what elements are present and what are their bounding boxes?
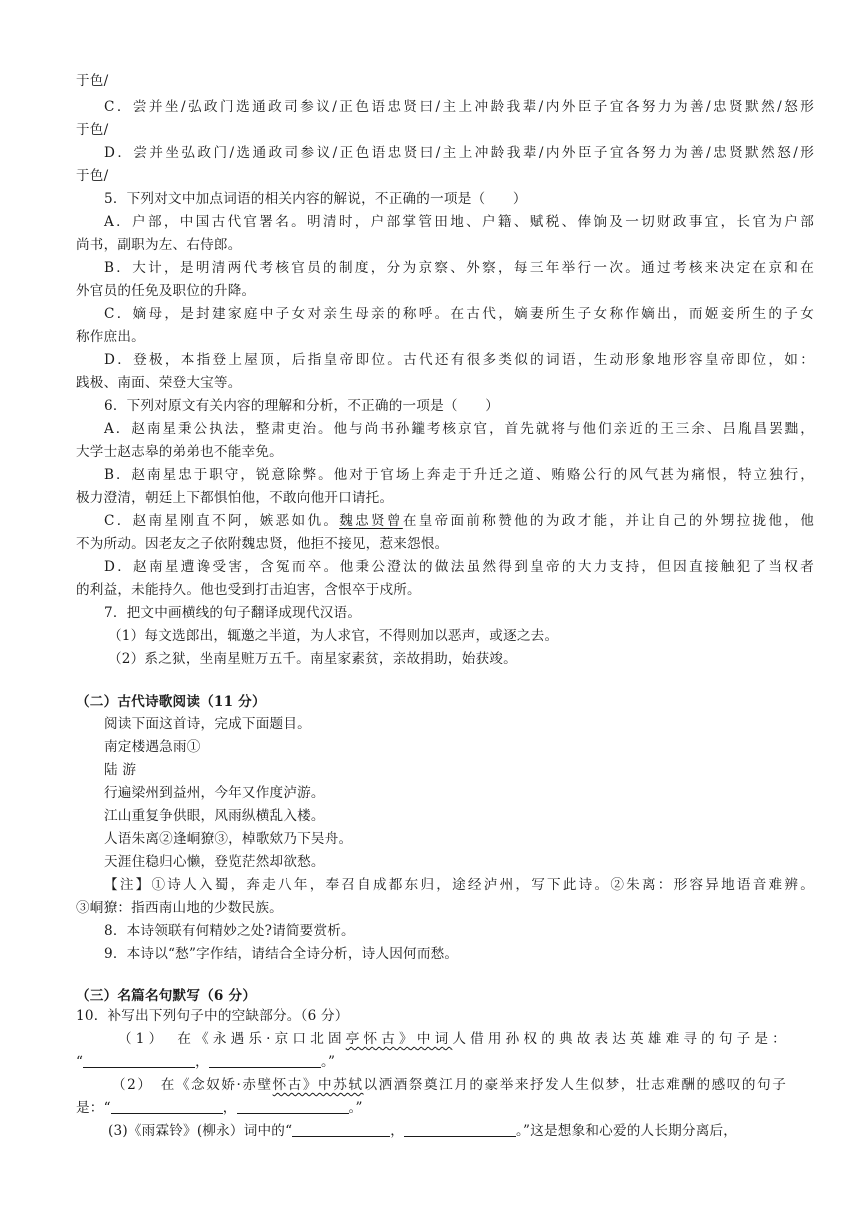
q8-question: 8．本诗领联有何精妙之处?请简要赏析。 bbox=[104, 923, 355, 939]
q4-option-c-line1: C．尝并坐/弘政门选通政司参议/正色语忠贤曰/主上冲龄我辈/内外臣子宜各努力为善/忠贤默然/怒形 bbox=[104, 99, 814, 115]
poem-line-1: 行遍梁州到益州，今年又作度泸游。 bbox=[104, 785, 325, 801]
q10-1-text-post: 人借用孙权的典故表达英雄难寻的句子是： bbox=[452, 1031, 786, 1047]
q5-option-a-line1: A．户部，中国古代官署名。明清时，户部掌管田地、户籍、赋税、俸饷及一切财政事宜，长官为户部 bbox=[104, 214, 814, 230]
q10-2-marked-text: 怀古》中苏轼 bbox=[272, 1077, 364, 1093]
q10-3-comma: ， bbox=[390, 1123, 405, 1139]
q10-item-2-line2 bbox=[76, 1097, 786, 1119]
q10-stem: 10．补写出下列句子中的空缺部分。（6 分） bbox=[76, 1008, 349, 1024]
q6-c-text-pre: C．赵南星刚直不阿，嫉恶如仇。 bbox=[104, 513, 340, 529]
q6-option-c-line2: 不为所动。因老友之子依附魏忠贤，他拒不接见，惹来怨恨。 bbox=[76, 536, 449, 552]
q10-1-answer-blank-1[interactable] bbox=[83, 1053, 195, 1068]
q10-item-1-line1 bbox=[118, 1028, 786, 1050]
q10-3-text-pre: (3)《雨霖铃》(柳永）词中的“ bbox=[108, 1123, 293, 1139]
q4-option-d-line1: D．尝并坐弘政门/选通政司参议/正色语忠贤曰/主上冲龄我辈/内外臣子宜各努力为善/忠贤默然怒/形 bbox=[104, 145, 814, 161]
q4-option-d-line2: 于色/ bbox=[76, 168, 109, 184]
poem-note-line1: 【注】①诗人入蜀，奔走八年，奉召自成都东归，途经泸州，写下此诗。②朱离：形容异地语音难辨。 bbox=[104, 877, 814, 893]
q10-1-close-quote: 。” bbox=[320, 1054, 336, 1070]
poem-note-line2: ③峒獠：指西南山地的少数民族。 bbox=[76, 900, 283, 916]
q6-option-b-line1: B．赵南星忠于职守，锐意除弊。他对于官场上奔走于升迁之道、贿赂公行的风气甚为痛恨，特立独行， bbox=[104, 467, 814, 483]
q10-2-answer-blank-2[interactable] bbox=[237, 1099, 349, 1114]
q5-option-c-line1: C．嫡母，是封建家庭中子女对亲生母亲的称呼。在古代，嫡妻所生子女称作嫡出，而姬妾所生的子女 bbox=[104, 306, 814, 322]
q10-2-lead: 是：“ bbox=[76, 1100, 111, 1116]
q10-2-comma: ， bbox=[222, 1100, 237, 1116]
q10-1-marked-text: 亭怀古》中词 bbox=[345, 1031, 453, 1047]
q6-option-a-line2: 大学士赵志皋的弟弟也不能幸免。 bbox=[76, 444, 283, 460]
q5-option-d-line2: 践极、南面、荣登大宝等。 bbox=[76, 375, 242, 391]
poem-line-2: 江山重复争供眼，风雨纵横乱入楼。 bbox=[104, 808, 325, 824]
q10-2-text-post: 以洒酒祭奠江月的豪举来抒发人生似梦，壮志难酬的感叹的句子 bbox=[363, 1077, 786, 1093]
q7-sentence-2: （2）系之狱，坐南星赃万五千。南星家素贫，亲故捐助，始获竣。 bbox=[108, 651, 517, 667]
q10-2-close-quote: 。” bbox=[348, 1100, 363, 1116]
q6-option-d-line2: 的利益，未能持久。他也受到打击迫害，含恨卒于戍所。 bbox=[76, 582, 421, 598]
q5-option-b-line1: B．大计，是明清两代考核官员的制度，分为京察、外察，每三年举行一次。通过考核来决定在京和在 bbox=[104, 260, 814, 276]
q4-option-c-line2: 于色/ bbox=[76, 122, 109, 138]
section-2-intro: 阅读下面这首诗，完成下面题目。 bbox=[104, 716, 311, 732]
poem-line-3: 人语朱离②逢峒獠③，棹歌欸乃下吴舟。 bbox=[104, 831, 353, 847]
poem-author: 陆 游 bbox=[104, 762, 137, 778]
section-3-title: （三）名篇名句默写（6 分） bbox=[76, 988, 257, 1004]
q5-option-a-line2: 尚书，副职为左、右侍郎。 bbox=[76, 237, 242, 253]
q6-option-b-line2: 极力澄清，朝廷上下都惧怕他，不敢向他开口请托。 bbox=[76, 490, 394, 506]
q10-3-answer-blank-2[interactable] bbox=[404, 1122, 516, 1137]
q10-3-text-post: 。”这是想象和心爱的人长期分离后， bbox=[516, 1123, 738, 1139]
q10-1-comma: ， bbox=[195, 1054, 209, 1070]
q6-c-text-post: 在皇帝面前称赞他的为政才能，并让自己的外甥拉拢他，他 bbox=[402, 513, 814, 529]
q4-option-b-tail: 于色/ bbox=[76, 73, 109, 89]
q6-option-a-line1: A．赵南星秉公执法，整肃吏治。他与尚书孙鑨考核京官，首先就将与他们亲近的王三余、吕胤昌罢黜， bbox=[104, 421, 814, 437]
q7-sentence-1: （1）每文选郎出，辄邀之半道，为人求官，不得则加以恶声，或逐之去。 bbox=[108, 628, 559, 644]
q5-option-b-line2: 外官员的任免及职位的升降。 bbox=[76, 283, 256, 299]
q10-2-text-pre: （2） 在《念奴娇·赤壁 bbox=[112, 1077, 273, 1093]
poem-line-4: 天涯住稳归心懒，登览茫然却欲愁。 bbox=[104, 854, 325, 870]
q5-option-c-line2: 称作庶出。 bbox=[76, 329, 145, 345]
q10-item-1-line2 bbox=[76, 1051, 786, 1073]
poem-title: 南定楼遇急雨① bbox=[104, 739, 201, 755]
q10-1-text-pre: （1） 在《永遇乐·京口北固 bbox=[118, 1031, 346, 1047]
q5-stem: 5．下列对文中加点词语的相关内容的解说，不正确的一项是（ ） bbox=[104, 191, 527, 207]
q6-option-d-line1: D．赵南星遭谗受害，含冤而卒。他秉公澄汰的做法虽然得到皇帝的大力支持，但因直接触犯了当权者 bbox=[104, 559, 814, 575]
q10-1-open-quote: “ bbox=[76, 1054, 84, 1070]
q5-option-d-line1: D．登极，本指登上屋顶，后指皇帝即位。古代还有很多类似的词语，生动形象地形容皇帝即位，如： bbox=[104, 352, 814, 368]
q6-option-c-line1 bbox=[104, 510, 814, 532]
q6-stem: 6．下列对原文有关内容的理解和分析，不正确的一项是（ ） bbox=[104, 398, 500, 414]
q10-1-answer-blank-2[interactable] bbox=[209, 1053, 321, 1068]
q6-c-underlined-text: 魏忠贤曾 bbox=[339, 513, 403, 529]
q10-item-2-line1 bbox=[112, 1074, 786, 1096]
q10-2-answer-blank-1[interactable] bbox=[111, 1099, 223, 1114]
q9-question: 9．本诗以“愁”字作结，请结合全诗分析，诗人因何而愁。 bbox=[104, 946, 459, 962]
section-2-title: （二）古代诗歌阅读（11 分） bbox=[76, 694, 266, 710]
q7-stem: 7．把文中画横线的句子翻译成现代汉语。 bbox=[104, 605, 362, 621]
q10-item-3-line1 bbox=[108, 1120, 818, 1142]
q10-3-answer-blank-1[interactable] bbox=[292, 1122, 390, 1137]
